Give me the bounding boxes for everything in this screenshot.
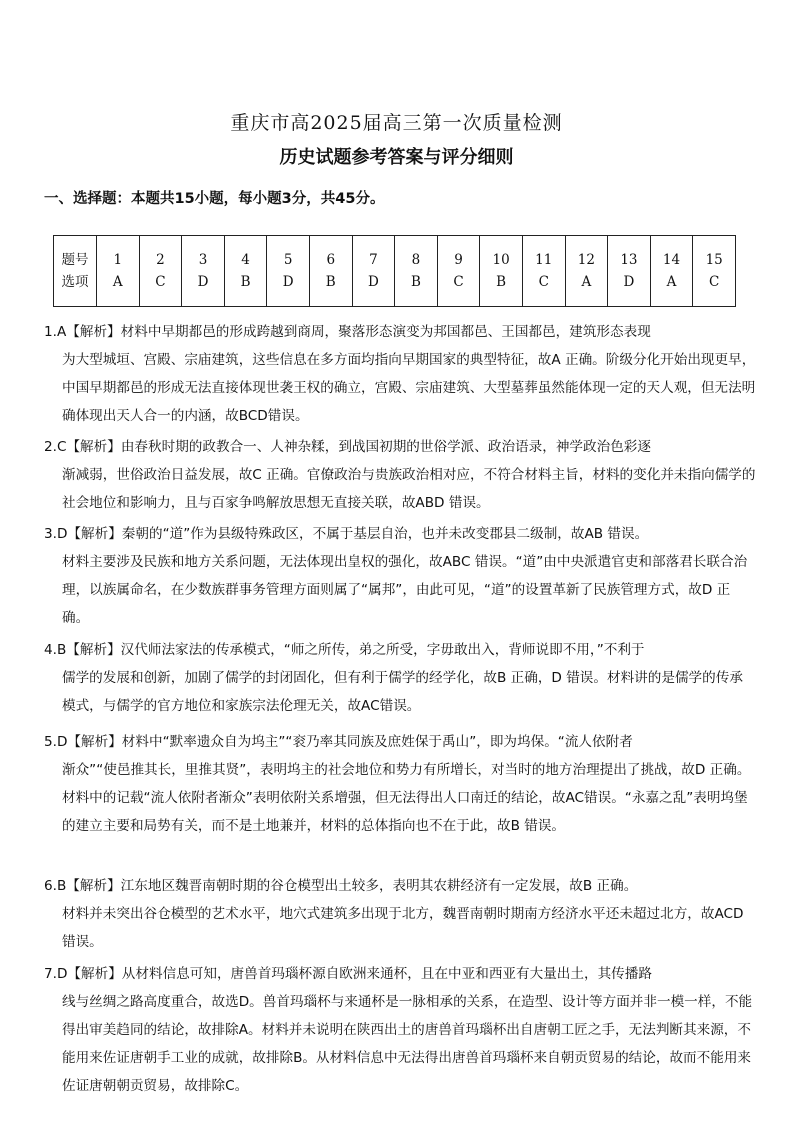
explanation-2: 2.C【解析】由春秋时期的政教合一、人神杂糅，到战国初期的世俗学派、政治语录，神学政治色彩逐 渐减弱，世俗政治日益发展，故C 正确。官僚政治与贵族政治相对应，不符合材料主旨，材料的变化并未指向儒学的社会地位和影响力，且与百家争鸣解放思想无直接关联，故ABD 错误。 xyxy=(44,439,756,511)
row-label-question xyxy=(54,236,97,307)
explanation-4: 4.B【解析】汉代师法家法的传承模式，“师之所传，弟之所受，字毋敢出入，背师说即不用，”不利于 儒学的发展和创新，加剧了儒学的封闭固化，但有利于儒学的经学化，故B 正确，D 错误。材料讲的是儒学的传承模式，与儒学的官方地位和家族宗法伦理无关，故AC错误。 xyxy=(44,642,743,714)
answer-cell: 2 C xyxy=(139,236,182,307)
answer-cell: 5 D xyxy=(267,236,310,307)
answer-cell: 7 D xyxy=(352,236,395,307)
answer-cell: 1 A xyxy=(97,236,140,307)
explanation-3: 3.D【解析】秦朝的“道”作为县级特殊政区，不属于基层自治，也并未改变郡县二级制，故AB 错误。 材料主要涉及民族和地方关系问题，无法体现出皇权的强化，故ABC 错误。“道”由中央派遣官吏和部落君长联合治理，以族属命名，在少数族群事务管理方面则属了“属邦”，由此可见，“道”的设置革新了民族管理方式，故D 正确。 xyxy=(44,526,748,626)
answer-cell: 3 D xyxy=(182,236,225,307)
answer-cell: 4 B xyxy=(224,236,267,307)
answer-table-row xyxy=(54,236,736,307)
answer-cell: 9 C xyxy=(437,236,480,307)
section-heading: 一、选择题：本题共15小题，每小题3分，共45分。 xyxy=(44,191,385,207)
answer-cell: 15 C xyxy=(693,236,736,307)
explanation-1: 1.A【解析】材料中早期都邑的形成跨越到商周，聚落形态演变为邦国都邑、王国都邑，建筑形态表现 为大型城垣、宫殿、宗庙建筑，这些信息在多方面均指向早期国家的典型特征，故A 正确。阶级分化开始出现更早，中国早期都邑的形成无法直接体现世袭王权的确立，宫殿、宗庙建筑、大型墓葬虽然能体现一定的天人观，但无法明确体现出天人合一的内涵，故BCD错误。 xyxy=(44,324,756,424)
page-title: 重庆市高2025届高三第一次质量检测 xyxy=(230,112,563,134)
answer-cell: 13 D xyxy=(608,236,651,307)
row-label-question-text: 题号 xyxy=(61,252,89,268)
answer-cell: 6 B xyxy=(309,236,352,307)
answer-cell: 11 C xyxy=(522,236,565,307)
explanation-7: 7.D【解析】从材料信息可知，唐兽首玛瑙杯源自欧洲来通杯，且在中亚和西亚有大量出土，其传播路 线与丝绸之路高度重合，故选D。兽首玛瑙杯与来通杯是一脉相承的关系，在造型、设计等方面并非一模一样，不能得出审美趋同的结论，故排除A。材料并未说明在陕西出土的唐兽首玛瑙杯出自唐朝工匠之手，无法判断其来源，不能用来佐证唐朝手工业的成就，故排除B。从材料信息中无法得出唐兽首玛瑙杯来自朝贡贸易的结论，故而不能用来佐证唐朝朝贡贸易，故排除C。 xyxy=(44,966,753,1094)
page-subtitle: 历史试题参考答案与评分细则 xyxy=(279,147,514,168)
answer-cell: 8 B xyxy=(395,236,438,307)
answer-cell: 12 A xyxy=(565,236,608,307)
explanation-5: 5.D【解析】材料中“默率遗众自为坞主”“衮乃率其同族及庶姓保于禹山”，即为坞保。“流人依附者 渐众”“使邑推其长，里推其贤”，表明坞主的社会地位和势力有所增长，对当时的地方治理提出了挑战，故D 正确。材料中的记载“流人依附者渐众”表明依附关系增强，但无法得出人口南迁的结论，故AC错误。“永嘉之乱”表明坞堡的建立主要和局势有关，而不是土地兼并，材料的总体指向也不在于此，故B 错误。 xyxy=(44,734,751,834)
row-label-option-text: 选项 xyxy=(61,274,89,290)
explanation-6: 6.B【解析】江东地区魏晋南朝时期的谷仓模型出土较多，表明其农耕经济有一定发展，故B 正确。 材料并未突出谷仓模型的艺术水平，地穴式建筑多出现于北方，魏晋南朝时期南方经济水平还未超过北方，故ACD错误。 xyxy=(44,878,744,950)
answer-table xyxy=(53,235,736,307)
answer-cell: 14 A xyxy=(650,236,693,307)
answer-cell: 10 B xyxy=(480,236,523,307)
